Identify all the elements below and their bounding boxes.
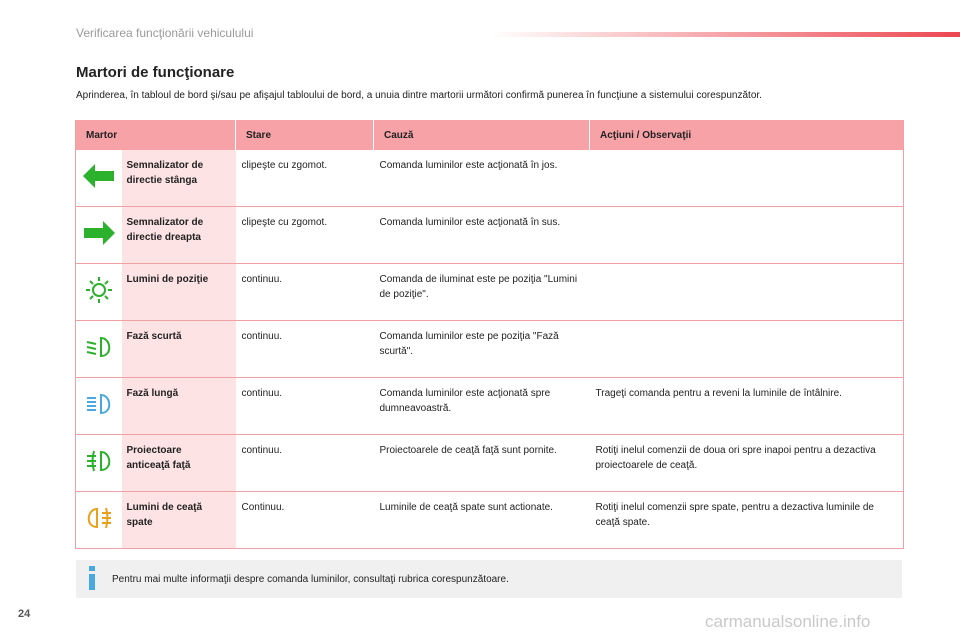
rear-fog-lights-icon	[81, 503, 117, 533]
icon-cell	[76, 150, 122, 207]
warning-state: clipeşte cu zgomot.	[236, 150, 374, 207]
icon-cell	[76, 207, 122, 264]
header-martor: Martor	[76, 120, 236, 150]
warning-action: Rotiţi inelul comenzii spre spate, pentru a dezactiva luminile de ceaţă spate.	[590, 492, 904, 549]
warning-action	[590, 207, 904, 264]
warning-cause: Comanda luminilor este pe poziţia "Fază scurtă".	[374, 321, 590, 378]
warning-lights-table	[75, 120, 904, 549]
icon-cell	[76, 264, 122, 321]
warning-name: Fază scurtă	[122, 321, 236, 378]
watermark: carmanualsonline.info	[705, 612, 871, 631]
table-row	[76, 264, 904, 321]
info-icon	[86, 566, 98, 590]
header-accent-bar	[490, 32, 960, 37]
header-cauza: Cauză	[374, 120, 590, 150]
header-stare: Stare	[236, 120, 374, 150]
section-title: Martori de funcţionare	[76, 64, 235, 81]
warning-name: Fază lungă	[122, 378, 236, 435]
warning-action	[590, 264, 904, 321]
table-row	[76, 207, 904, 264]
table-row	[76, 435, 904, 492]
right-turn-arrow-icon	[81, 218, 117, 248]
warning-cause: Proiectoarele de ceaţă faţă sunt pornite.	[374, 435, 590, 492]
warning-name: Proiectoare anticeaţă faţă	[122, 435, 236, 492]
icon-cell	[76, 378, 122, 435]
warning-state: Continuu.	[236, 492, 374, 549]
header-actiuni: Acţiuni / Observaţii	[590, 120, 904, 150]
warning-action	[590, 150, 904, 207]
warning-state: continuu.	[236, 321, 374, 378]
warning-name: Lumini de ceaţă spate	[122, 492, 236, 549]
warning-cause: Comanda luminilor este acţionată spre dumneavoastră.	[374, 378, 590, 435]
warning-state: continuu.	[236, 378, 374, 435]
warning-cause: Luminile de ceaţă spate sunt actionate.	[374, 492, 590, 549]
table-header-row	[76, 120, 904, 150]
warning-cause: Comanda luminilor este acţionată în sus.	[374, 207, 590, 264]
icon-cell	[76, 321, 122, 378]
table-row	[76, 378, 904, 435]
warning-cause: Comanda luminilor este acţionată în jos.	[374, 150, 590, 207]
table-row	[76, 321, 904, 378]
table-row	[76, 150, 904, 207]
left-turn-arrow-icon	[81, 161, 117, 191]
warning-name: Lumini de poziţie	[122, 264, 236, 321]
warning-cause: Comanda de iluminat este pe poziţia "Lumini de poziţie".	[374, 264, 590, 321]
info-note	[76, 560, 902, 598]
warning-state: continuu.	[236, 435, 374, 492]
info-note-text: Pentru mai multe informaţii despre comanda luminilor, consultaţi rubrica corespunzătoare.	[112, 574, 509, 585]
section-intro: Aprinderea, în tabloul de bord şi/sau pe afişajul tabloului de bord, a unuia dintre martorii următori confirmă punerea în funcţiune a sistemului corespunzător.	[76, 90, 762, 101]
warning-state: continuu.	[236, 264, 374, 321]
high-beam-icon	[81, 389, 117, 419]
warning-name: Semnalizator de directie stânga	[122, 150, 236, 207]
position-lights-icon	[81, 275, 117, 305]
front-fog-lights-icon	[81, 446, 117, 476]
low-beam-icon	[81, 332, 117, 362]
table-row	[76, 492, 904, 549]
warning-action	[590, 321, 904, 378]
warning-action: Trageţi comanda pentru a reveni la luminile de întâlnire.	[590, 378, 904, 435]
page-header-title: Verificarea funcţionării vehiculului	[76, 26, 254, 40]
warning-action: Rotiţi inelul comenzii de doua ori spre inapoi pentru a dezactiva proiectoarele de ceaţă.	[590, 435, 904, 492]
warning-name: Semnalizator de directie dreapta	[122, 207, 236, 264]
warning-state: clipeşte cu zgomot.	[236, 207, 374, 264]
icon-cell	[76, 435, 122, 492]
icon-cell	[76, 492, 122, 549]
page-number: 24	[18, 608, 31, 620]
